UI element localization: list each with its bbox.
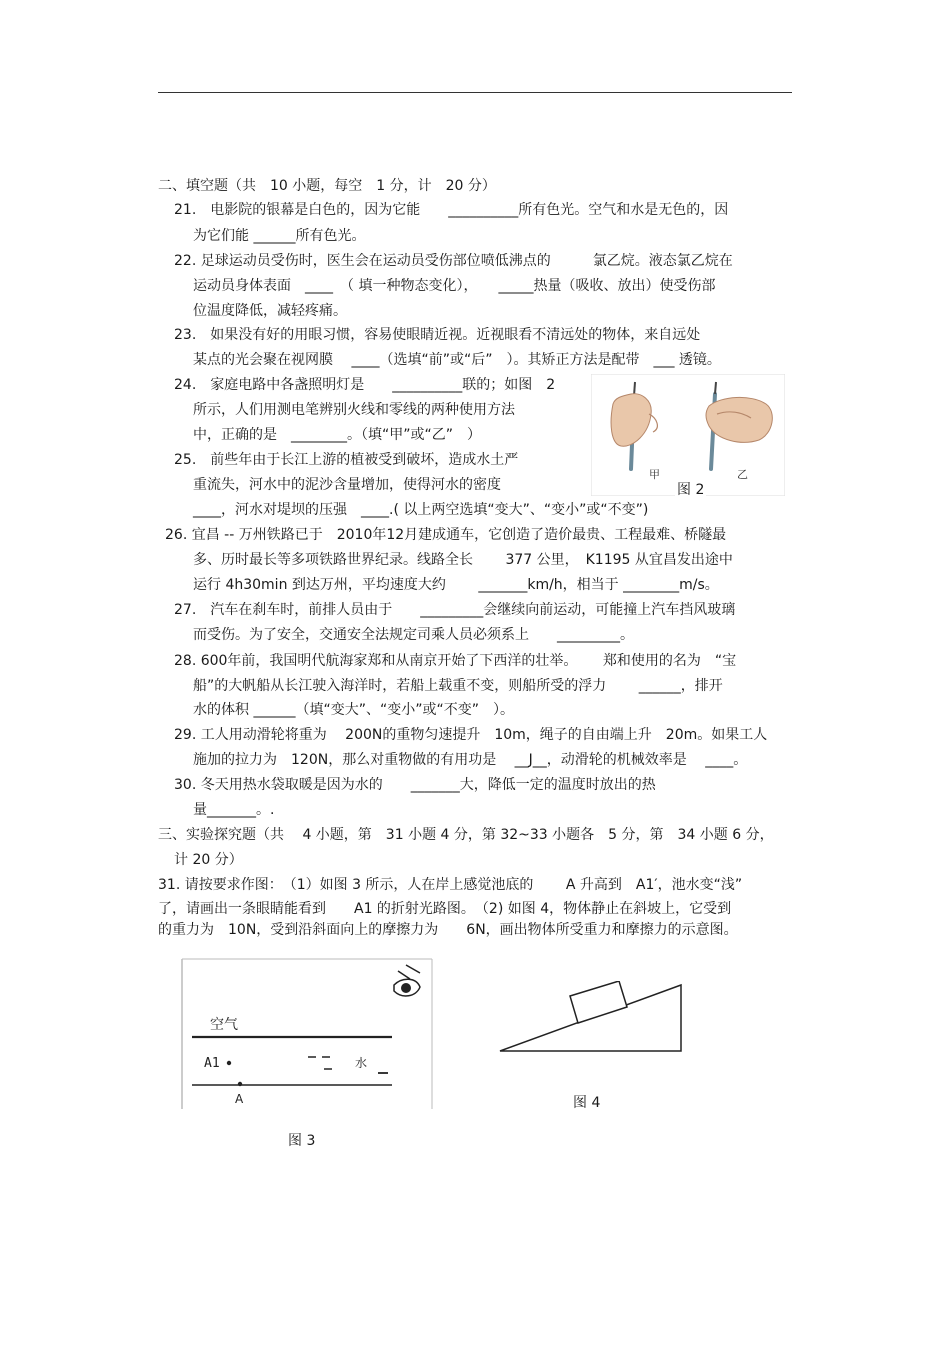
q28-line1: 28. 600年前，我国明代航海家郑和从南京开始了下西洋的壮举。 郑和使用的名为 “宝 <box>174 653 737 669</box>
figure-2-illustration <box>591 374 785 496</box>
air-label: 空气 <box>210 1017 238 1033</box>
q24-line3: 中，正确的是 ________。（填“甲”或“乙” ） <box>193 427 482 443</box>
a-point <box>238 1082 242 1086</box>
q26-line2: 多、历时最长等多项铁路世界纪录。线路全长 377 公里， K1195 从宜昌发出途中 <box>193 552 733 568</box>
q25-line3: ____，河水对堤坝的压强 ____.( 以上两空选填“变大”、“变小”或“不变”) <box>193 502 649 518</box>
figure-4 <box>498 981 684 1055</box>
q27-line2: 而受伤。为了安全，交通安全法规定司乘人员必须系上 _________。 <box>193 627 634 643</box>
q23-line2: 某点的光会聚在视网膜 ____（选填“前”或“后” ）。其矫正方法是配带 ___ 透镜。 <box>193 352 721 368</box>
a1-label: A1 <box>204 1056 220 1071</box>
a1-point <box>227 1061 231 1065</box>
figure-2 <box>591 374 785 496</box>
q28-line2: 船”的大帆船从长江驶入海洋时，若船上载重不变，则船所受的浮力 ______，排开 <box>193 678 723 694</box>
fig2-label-jia: 甲 <box>649 468 660 481</box>
q25-line1: 25. 前些年由于长江上游的植被受到破坏，造成水土严 <box>174 452 519 468</box>
q30-line1: 30. 冬天用热水袋取暖是因为水的 _______大，降低一定的温度时放出的热 <box>174 777 656 793</box>
figure-3-diagram <box>180 957 435 1113</box>
q26-line3: 运行 4h30min 到达万州，平均速度大约 _______km/h，相当于 ________m/s。 <box>193 577 719 593</box>
q22-line1: 22. 足球运动员受伤时，医生会在运动员受伤部位喷低沸点的 氯乙烷。液态氯乙烷在 <box>174 253 733 269</box>
a-label: A <box>235 1092 244 1106</box>
q21-line1: 21. 电影院的银幕是白色的，因为它能 __________所有色光。空气和水是无色的，因 <box>174 202 729 218</box>
q24-line1: 24. 家庭电路中各盏照明灯是 __________联的；如图 2 <box>174 377 556 393</box>
q29-line1: 29. 工人用动滑轮将重为 200N的重物匀速提升 10m，绳子的自由端上升 20m。如果工人 <box>174 727 768 743</box>
section2-title: 二、填空题（共 10 小题，每空 1 分，计 20 分） <box>158 178 496 194</box>
q22-line2: 运动员身体表面 ____ （ 填一种物态变化）， _____热量（吸收、放出）使受伤部 <box>193 278 716 294</box>
section3-title-line1: 三、实验探究题（共 4 小题，第 31 小题 4 分，第 32~33 小题各 5 分，第 34 小题 6 分， <box>158 827 774 843</box>
q31-line3: 的重力为 10N，受到沿斜面向上的摩擦力为 6N，画出物体所受重力和摩擦力的示意图。 <box>158 922 738 938</box>
q25-line2: 重流失，河水中的泥沙含量增加，使得河水的密度 <box>193 477 501 493</box>
q31-line2: 了，请画出一条眼睛能看到 A1 的折射光路图。 （2) 如图 4，物体静止在斜坡上，它受到 <box>158 901 732 917</box>
header-rule <box>158 92 792 93</box>
q23-line1: 23. 如果没有好的用眼习惯，容易使眼睛近视。近视眼看不清远处的物体，来自远处 <box>174 327 701 343</box>
fig2-label-yi: 乙 <box>737 468 748 481</box>
q26-line1: 26. 宜昌 -- 万州铁路已于 2010年12月建成通车，它创造了造价最贵、工程最难、桥隧最 <box>165 527 727 543</box>
figure-4-diagram <box>498 981 684 1055</box>
q21-line2: 为它们能 ______所有色光。 <box>193 228 366 244</box>
section3-title-line2: 计 20 分） <box>174 852 243 868</box>
block-on-incline <box>570 981 627 1023</box>
eye-icon <box>394 965 420 996</box>
q29-line2: 施加的拉力为 120N，那么对重物做的有用功是 __J__，动滑轮的机械效率是 ____。 <box>193 752 748 768</box>
q28-line3: 水的体积 ______（填“变大”、“变小”或“不变” ）。 <box>193 702 514 718</box>
q22-line3: 位温度降低，减轻疼痛。 <box>193 303 347 319</box>
water-label: 水 <box>355 1056 368 1070</box>
q30-line2: 量_______。. <box>193 802 275 818</box>
q27-line1: 27. 汽车在刹车时，前排人员由于 _________会继续向前运动，可能撞上汽车挡风玻璃 <box>174 602 736 618</box>
q31-line1: 31. 请按要求作图： （1）如图 3 所示，人在岸上感觉池底的 A 升高到 A1′，池水变“浅” <box>158 877 743 893</box>
figure-2-caption: 图 2 <box>677 482 705 498</box>
q24-line2: 所示，人们用测电笔辨别火线和零线的两种使用方法 <box>193 402 515 418</box>
figure-3-caption: 图 3 <box>288 1133 316 1149</box>
figure-3 <box>180 957 435 1113</box>
figure-4-caption: 图 4 <box>573 1095 601 1111</box>
